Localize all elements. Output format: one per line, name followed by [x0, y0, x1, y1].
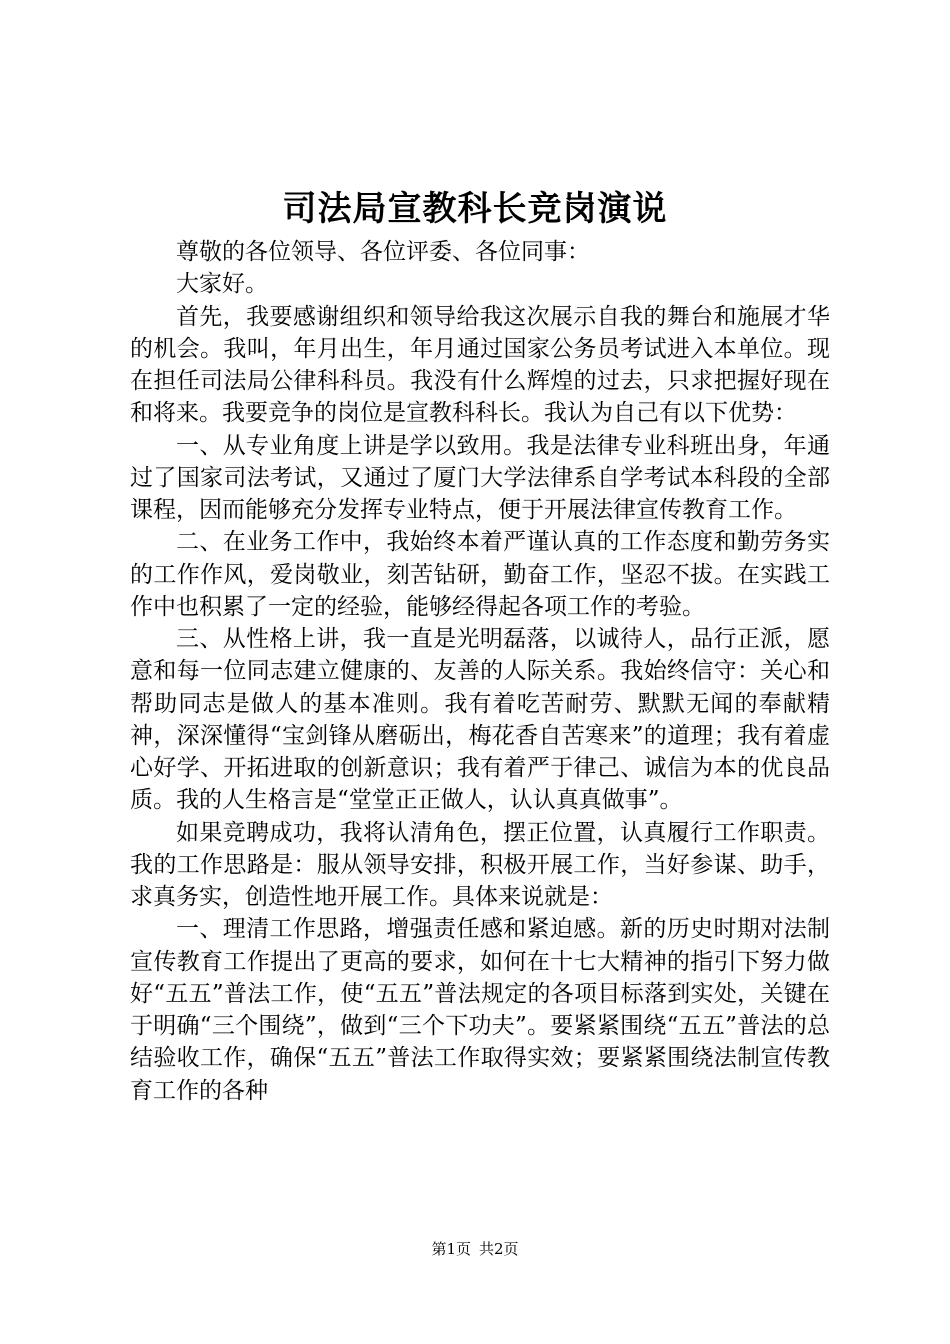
page-number-current: 第1页: [431, 1240, 471, 1258]
paragraph-work-plan: 如果竞聘成功，我将认清角色，摆正位置，认真履行工作职责。我的工作思路是：服从领导安排，积极开展工作，当好参谋、助手，求真务实，创造性地开展工作。具体来说就是：: [130, 819, 830, 910]
paragraph-greeting: 大家好。: [176, 271, 268, 298]
document-title: 司法局宣教科长竞岗演说: [282, 189, 668, 229]
document-body: [130, 236, 830, 1107]
page-number-total: 共2页: [479, 1240, 519, 1258]
paragraph-introduction: 首先，我要感谢组织和领导给我这次展示自我的舞台和施展才华的机会。我叫，年月出生，年月通过国家公务员考试进入本单位。现在担任司法局公律科科员。我没有什么辉煌的过去，只求把握好现在和将来。我要竞争的岗位是宣教科科长。我认为自己有以下优势：: [130, 303, 830, 427]
paragraph-advantage-1: 一、从专业角度上讲是学以致用。我是法律专业科班出身，年通过了国家司法考试，又通过了厦门大学法律系自学考试本科段的全部课程，因而能够充分发挥专业特点，便于开展法律宣传教育工作。: [130, 432, 830, 523]
paragraph-salutation: 尊敬的各位领导、各位评委、各位同事：: [176, 239, 590, 265]
paragraph-advantage-3: 三、从性格上讲，我一直是光明磊落，以诚待人，品行正派，愿意和每一位同志建立健康的、友善的人际关系。我始终信守：关心和帮助同志是做人的基本准则。我有着吃苦耐劳、默默无闻的奉献精神，深深懂得“宝剑锋从磨砺出，梅花香自苦寒来”的道理；我有着虚心好学、开拓进取的创新意识；我有着严于律己、诚信为本的优良品质。我的人生格言是“堂堂正正做人，认认真真做事”。: [130, 626, 830, 814]
paragraph-advantage-2: 二、在业务工作中，我始终本着严谨认真的工作态度和勤劳务实的工作作风，爱岗敬业，刻苦钻研，勤奋工作，坚忍不拔。在实践工作中也积累了一定的经验，能够经得起各项工作的考验。: [130, 529, 830, 620]
page-footer: [0, 1238, 950, 1260]
paragraph-plan-item-1: 一、理清工作思路，增强责任感和紧迫感。新的历史时期对法制宣传教育工作提出了更高的要求，如何在十七大精神的指引下努力做好“五五”普法工作，使“五五”普法规定的各项目标落到实处，关键在于明确“三个围绕”，做到“三个下功夫”。要紧紧围绕“五五”普法的总结验收工作，确保“五五”普法工作取得实效；要紧紧围绕法制宣传教育工作的各种: [130, 916, 830, 1104]
